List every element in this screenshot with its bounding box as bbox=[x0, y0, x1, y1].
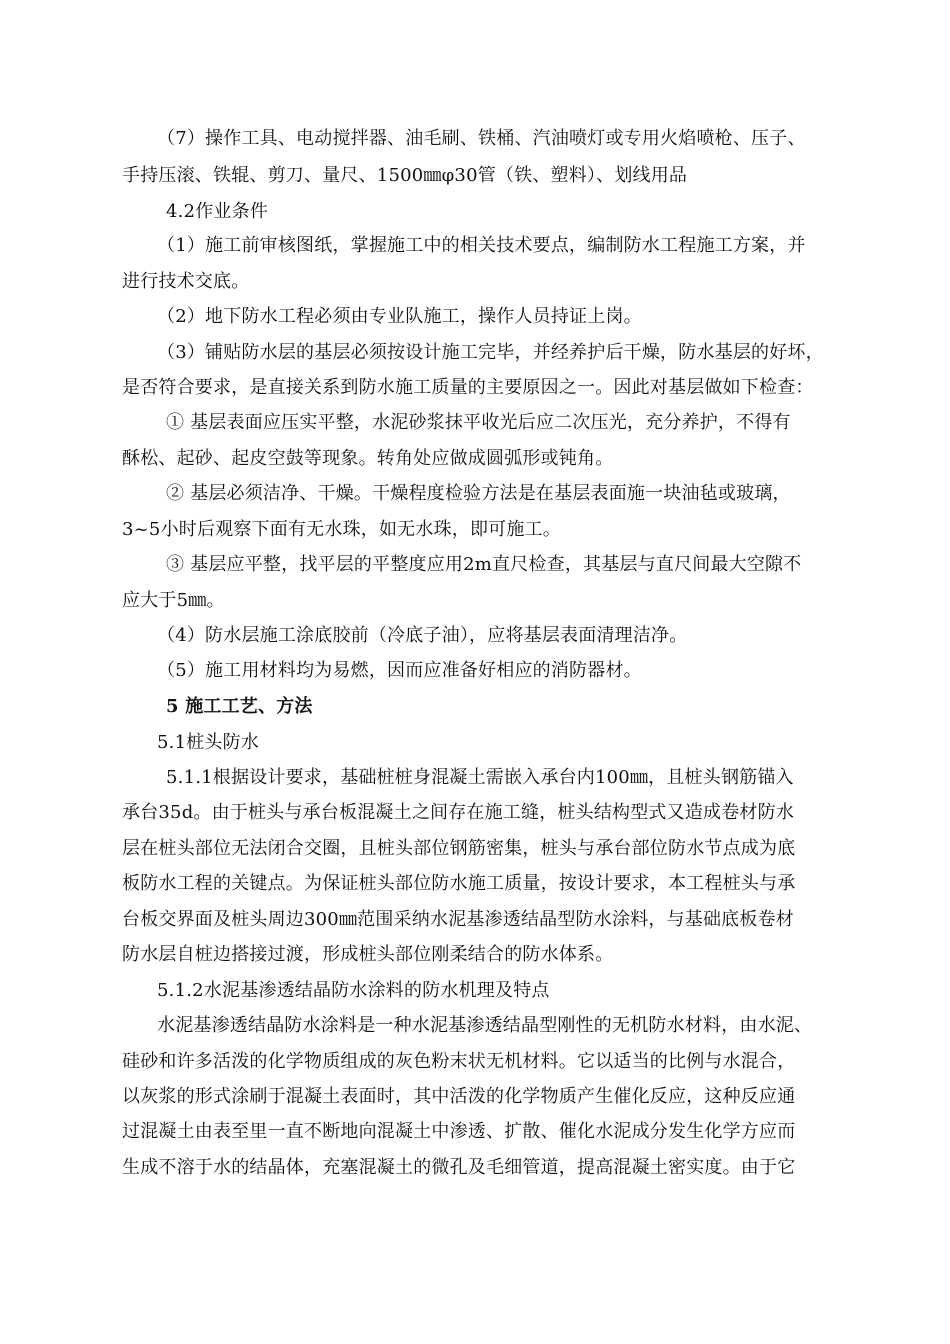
text-line-26: 水泥基渗透结晶防水涂料是一种水泥基渗透结晶型刚性的无机防水材料，由水泥、 bbox=[157, 1015, 813, 1036]
text-line-22: 板防水工程的关键点。为保证桩头部位防水施工质量，按设计要求，本工程桩头与承 bbox=[122, 873, 796, 894]
text-line-15: （4）防水层施工涂底胶前（冷底子油），应将基层表面清理洁净。 bbox=[157, 625, 688, 646]
text-line-5: 进行技术交底。 bbox=[122, 271, 250, 292]
text-line-10: 酥松、起砂、起皮空鼓等现象。转角处应做成圆弧形或钝角。 bbox=[122, 448, 614, 469]
text-line-12: 3~5小时后观察下面有无水珠，如无水珠，即可施工。 bbox=[122, 519, 561, 540]
text-line-21: 层在桩头部位无法闭合交圈，且桩头部位钢筋密集，桩头与承台部位防水节点成为底 bbox=[122, 838, 796, 859]
section-heading-5-1: 5.1桩头防水 bbox=[157, 732, 260, 753]
text-line-20: 承台35d。由于桩头与承台板混凝土之间存在施工缝，桩头结构型式又造成卷材防水 bbox=[122, 802, 795, 823]
text-line-6: （2）地下防水工程必须由专业队施工，操作人员持证上岗。 bbox=[157, 306, 642, 327]
text-line-9: ① 基层表面应压实平整，水泥砂浆抹平收光后应二次压光，充分养护，不得有 bbox=[166, 412, 791, 433]
section-heading-4-2: 4.2作业条件 bbox=[166, 201, 269, 222]
section-heading-5: 5 施工工艺、方法 bbox=[166, 696, 313, 717]
text-line-24: 防水层自桩边搭接过渡，形成桩头部位刚柔结合的防水体系。 bbox=[122, 944, 614, 965]
text-line-1: （7）操作工具、电动搅拌器、油毛刷、铁桶、汽油喷灯或专用火焰喷枪、压子、 bbox=[157, 128, 806, 149]
text-line-2: 手持压滚、铁辊、剪刀、量尺、1500㎜φ30管（铁、塑料）、划线用品 bbox=[122, 165, 688, 186]
text-line-29: 过混凝土由表至里一直不断地向混凝土中渗透、扩散、催化水泥成分发生化学方应而 bbox=[122, 1121, 796, 1142]
text-line-8: 是否符合要求，是直接关系到防水施工质量的主要原因之一。因此对基层做如下检查： bbox=[122, 377, 814, 398]
text-line-11: ② 基层必须洁净、干燥。干燥程度检验方法是在基层表面施一块油毡或玻璃， bbox=[166, 483, 791, 504]
text-line-30: 生成不溶于水的结晶体，充塞混凝土的微孔及毛细管道，提高混凝土密实度。由于它 bbox=[122, 1157, 796, 1178]
text-line-13: ③ 基层应平整，找平层的平整度应用2m直尺检查，其基层与直尺间最大空隙不 bbox=[166, 554, 802, 575]
text-line-23: 台板交界面及桩头周边300㎜范围采纳水泥基渗透结晶型防水涂料，与基础底板卷材 bbox=[122, 909, 794, 930]
text-line-14: 应大于5㎜。 bbox=[122, 590, 225, 611]
text-line-4: （1）施工前审核图纸，掌握施工中的相关技术要点，编制防水工程施工方案，并 bbox=[157, 235, 806, 256]
section-heading-5-1-2: 5.1.2水泥基渗透结晶防水涂料的防水机理及特点 bbox=[157, 980, 550, 1001]
text-line-7: （3）铺贴防水层的基层必须按设计施工完毕，并经养护后干燥，防水基层的好坏， bbox=[157, 342, 824, 363]
text-line-27: 硅砂和许多活泼的化学物质组成的灰色粉末状无机材料。它以适当的比例与水混合， bbox=[122, 1051, 796, 1072]
text-line-19: 5.1.1根据设计要求，基础桩桩身混凝土需嵌入承台内100㎜，且桩头钢筋锚入 bbox=[166, 767, 794, 788]
text-line-16: （5）施工用材料均为易燃，因而应准备好相应的消防器材。 bbox=[157, 660, 642, 681]
text-line-28: 以灰浆的形式涂刷于混凝土表面时，其中活泼的化学物质产生催化反应，这种反应通 bbox=[122, 1086, 796, 1107]
